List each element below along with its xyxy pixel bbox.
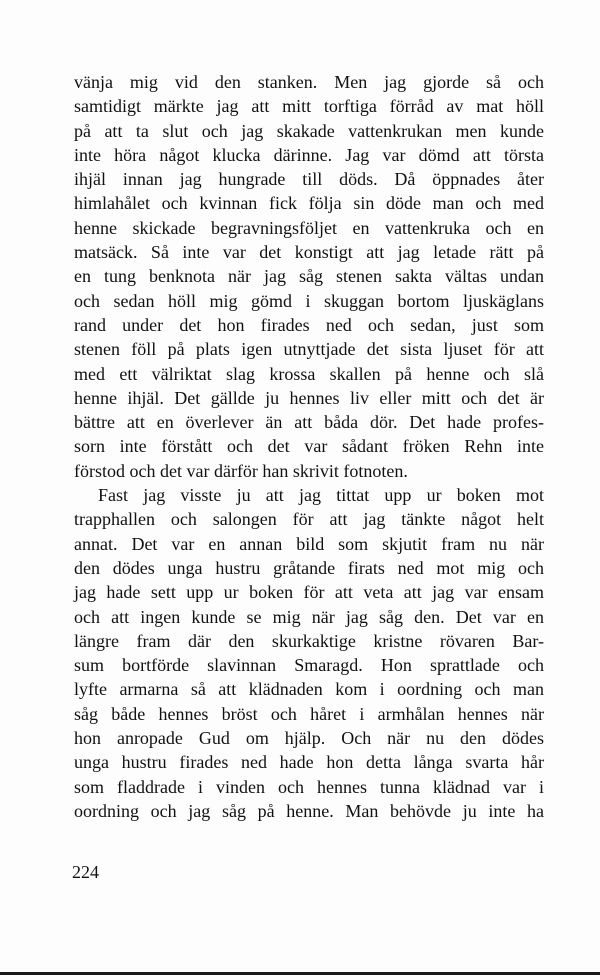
text-line-25: sum bortförde slavinnan Smaragd. Hon sprattlade och — [74, 655, 544, 676]
text-line-6: himlahålet och kvinnan fick följa sin döde man och med — [74, 193, 544, 214]
text-line-1: vänja mig vid den stanken. Men jag gjorde så och — [74, 72, 544, 92]
text-line-2: samtidigt märkte jag att mitt torftiga förråd av mat höll — [74, 96, 544, 117]
page-number: 224 — [72, 862, 99, 882]
text-line-19: trapphallen och salongen för att jag tänkte något helt — [74, 509, 544, 530]
text-line-23: och att ingen kunde se mig när jag såg den. Det var en — [74, 606, 544, 627]
text-line-29: unga hustru firades ned hade hon detta långa svarta hår — [74, 752, 544, 773]
text-line-9: en tung benknota när jag såg stenen sakta vältas undan — [74, 266, 544, 287]
text-line-11: rand under det hon firades ned och sedan, just som — [74, 314, 544, 335]
scan-edge-rule — [0, 972, 600, 975]
text-line-14: henne ihjäl. Det gällde ju hennes liv eller mitt och det är — [74, 387, 544, 408]
body-text — [74, 70, 544, 823]
text-line-5: ihjäl innan jag hungrade till döds. Då öppnades åter — [74, 169, 544, 190]
text-line-8: matsäck. Så inte var det konstigt att jag letade rätt på — [74, 242, 544, 263]
text-line-21: den dödes unga hustru gråtande firats ned mot mig och — [74, 557, 544, 578]
text-line-10: och sedan höll mig gömd i skuggan bortom ljuskäglans — [74, 290, 544, 311]
text-line-7: henne skickade begravningsföljet en vattenkruka och en — [74, 217, 544, 238]
text-line-26: lyfte armarna så att klädnaden kom i oordning och man — [74, 679, 544, 700]
text-line-13: med ett välriktat slag krossa skallen på henne och slå — [74, 363, 544, 384]
text-line-15: bättre att en överlever än att båda dör. Det hade profes- — [74, 412, 544, 433]
text-line-17: förstod och det var därför han skrivit fotnoten. — [74, 460, 408, 481]
text-line-28: hon anropade Gud om hjälp. Och när nu den dödes — [74, 728, 544, 749]
text-line-24: längre fram där den skurkaktige kristne rövaren Bar- — [74, 630, 544, 651]
text-line-30: som fladdrade i vinden och hennes tunna klädnad var i — [74, 776, 544, 797]
text-line-12: stenen föll på plats igen utnyttjade det sista ljuset för att — [74, 339, 544, 360]
text-line-18: Fast jag visste ju att jag tittat upp ur boken mot — [98, 485, 544, 506]
text-line-27: såg både hennes bröst och håret i armhålan hennes när — [74, 703, 544, 724]
text-line-31: oordning och jag såg på henne. Man behövde ju inte ha — [74, 800, 544, 821]
text-line-16: sorn inte förstått och det var sådant fröken Rehn inte — [74, 436, 544, 457]
text-line-3: på att ta slut och jag skakade vattenkrukan men kunde — [74, 120, 544, 141]
text-line-22: jag hade sett upp ur boken för att veta att jag var ensam — [74, 582, 544, 603]
text-line-4: inte höra något klucka därinne. Jag var dömd att törsta — [74, 144, 544, 165]
text-line-20: annat. Det var en annan bild som skjutit fram nu när — [74, 533, 544, 554]
